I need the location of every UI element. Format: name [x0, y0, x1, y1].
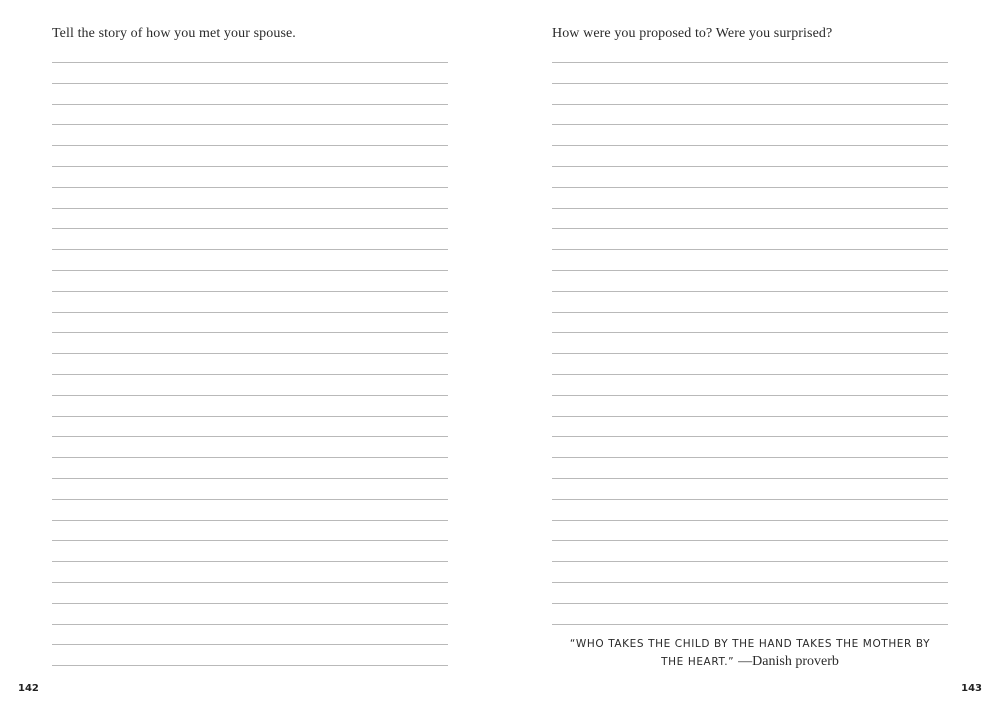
right-page-prompt: How were you proposed to? Were you surprised?: [552, 26, 833, 41]
left-writing-line: [52, 124, 448, 125]
quote-line-1: “WHO TAKES THE CHILD BY THE HAND TAKES THE MOTHER BY: [569, 638, 931, 650]
left-writing-line: [52, 83, 448, 84]
left-writing-line: [52, 561, 448, 562]
left-writing-line: [52, 520, 448, 521]
right-writing-line: [552, 457, 948, 458]
right-writing-line: [552, 291, 948, 292]
quote: [552, 636, 948, 671]
right-writing-line: [552, 499, 948, 500]
right-writing-line: [552, 540, 948, 541]
right-writing-line: [552, 332, 948, 333]
left-writing-line: [52, 145, 448, 146]
left-writing-line: [52, 104, 448, 105]
right-writing-line: [552, 166, 948, 167]
right-writing-line: [552, 208, 948, 209]
left-writing-line: [52, 332, 448, 333]
left-writing-line: [52, 353, 448, 354]
right-writing-line: [552, 124, 948, 125]
left-writing-line: [52, 478, 448, 479]
right-writing-line: [552, 353, 948, 354]
left-writing-line: [52, 665, 448, 666]
right-writing-line: [552, 270, 948, 271]
right-writing-line: [552, 83, 948, 84]
left-writing-line: [52, 228, 448, 229]
right-writing-line: [552, 62, 948, 63]
left-writing-line: [52, 187, 448, 188]
right-writing-line: [552, 624, 948, 625]
left-writing-line: [52, 208, 448, 209]
left-page-number: 142: [18, 683, 39, 694]
left-writing-line: [52, 395, 448, 396]
quote-line-2-wrapper: [552, 653, 948, 671]
right-writing-line: [552, 374, 948, 375]
right-writing-line: [552, 478, 948, 479]
right-writing-line: [552, 145, 948, 146]
right-writing-line: [552, 603, 948, 604]
left-writing-line: [52, 166, 448, 167]
left-writing-line: [52, 603, 448, 604]
right-writing-line: [552, 104, 948, 105]
left-writing-line: [52, 457, 448, 458]
left-writing-line: [52, 291, 448, 292]
right-writing-line: [552, 249, 948, 250]
right-writing-line: [552, 582, 948, 583]
right-writing-line: [552, 416, 948, 417]
left-writing-line: [52, 374, 448, 375]
right-writing-line: [552, 395, 948, 396]
left-writing-line: [52, 582, 448, 583]
left-writing-line: [52, 540, 448, 541]
left-page-prompt: Tell the story of how you met your spouse.: [52, 26, 296, 41]
right-writing-line: [552, 187, 948, 188]
right-writing-line: [552, 436, 948, 437]
left-writing-line: [52, 436, 448, 437]
right-writing-line: [552, 228, 948, 229]
left-writing-line: [52, 312, 448, 313]
right-page-number: 143: [961, 683, 982, 694]
right-writing-line: [552, 561, 948, 562]
left-writing-line: [52, 249, 448, 250]
left-writing-line: [52, 499, 448, 500]
right-writing-line: [552, 520, 948, 521]
left-writing-line: [52, 644, 448, 645]
left-writing-line: [52, 62, 448, 63]
left-writing-line: [52, 416, 448, 417]
right-page: [500, 0, 1000, 708]
left-writing-line: [52, 270, 448, 271]
quote-attribution: —Danish proverb: [738, 654, 839, 669]
right-writing-line: [552, 312, 948, 313]
left-writing-line: [52, 624, 448, 625]
quote-line-2: THE HEART.”: [661, 656, 739, 668]
